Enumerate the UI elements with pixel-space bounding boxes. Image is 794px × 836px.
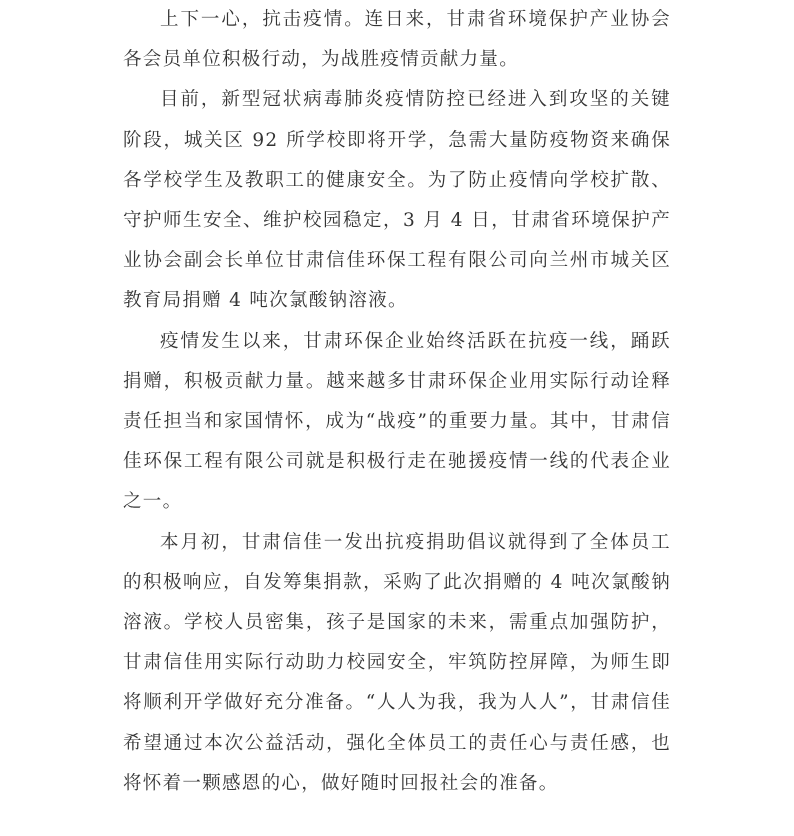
paragraph-employees: 本月初，甘肃信佳一发出抗疫捐助倡议就得到了全体员工的积极响应，自发筹集捐款，采购了此次捐赠的 4 吨次氯酸钠溶液。学校人员密集，孩子是国家的未来，需重点加强防护，甘肃信佳用实际行动助力校园安全，牢筑防控屏障，为师生即将顺利开学做好充分准备。“人人为我，我为人人”，甘肃信佳希望通过本次公益活动，强化全体员工的责任心与责任感，也将怀着一颗感恩的心，做好随时回报社会的准备。 <box>123 531 671 794</box>
article-body <box>123 0 671 804</box>
paragraph-donation: 目前，新型冠状病毒肺炎疫情防控已经进入到攻坚的关键阶段，城关区 92 所学校即将开学，急需大量防疫物资来确保各学校学生及教职工的健康安全。为了防止疫情向学校扩散、守护师生安全、维护校园稳定，3 月 4 日，甘肃省环境保护产业协会副会长单位甘肃信佳环保工程有限公司向兰州市城关区教育局捐赠 4 吨次氯酸钠溶液。 <box>123 89 671 312</box>
paragraph-intro: 上下一心，抗击疫情。连日来，甘肃省环境保护产业协会各会员单位积极行动，为战胜疫情贡献力量。 <box>123 9 671 71</box>
paragraph-enterprises: 疫情发生以来，甘肃环保企业始终活跃在抗疫一线，踊跃捐赠，积极贡献力量。越来越多甘肃环保企业用实际行动诠释责任担当和家国情怀，成为“战疫”的重要力量。其中，甘肃信佳环保工程有限公司就是积极行走在驰援疫情一线的代表企业之一。 <box>123 330 671 513</box>
